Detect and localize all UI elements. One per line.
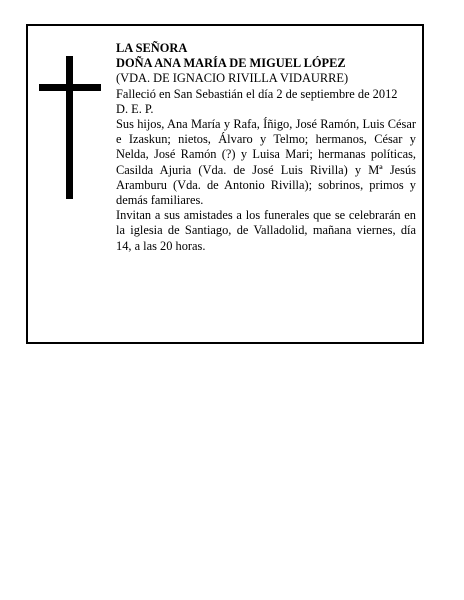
death-statement: Falleció en San Sebastián el día 2 de septiembre de 2012 (116, 86, 398, 101)
deceased-name: DOÑA ANA MARÍA DE MIGUEL LÓPEZ (116, 56, 346, 71)
notice-text (116, 41, 416, 254)
cross-vertical-bar (66, 56, 73, 199)
cross-horizontal-bar (39, 84, 101, 91)
obituary-notice (26, 24, 424, 344)
rip-text: D. E. P. (116, 101, 154, 116)
family-list: Sus hijos, Ana María y Rafa, Íñigo, José Ramón, Luis César e Izaskun; nietos, Álvaro y Telmo; hermanos, César y Nelda, José Ramón (?) y Luisa Mari; hermanas políticas, Casilda Ajuria (Vda. de José Luis Rivilla) y Mª Jesús Aramburu (Vda. de Antonio Rivilla); sobrinos, primos y demás familiares. (116, 117, 416, 208)
widow-of: (VDA. DE IGNACIO RIVILLA VIDAURRE) (116, 71, 349, 86)
funeral-invitation: Invitan a sus amistades a los funerales que se celebrarán en la iglesia de Santiago, de Valladolid, mañana viernes, día 14, a las 20 horas. (116, 208, 416, 253)
title-line-1: LA SEÑORA (116, 41, 188, 55)
